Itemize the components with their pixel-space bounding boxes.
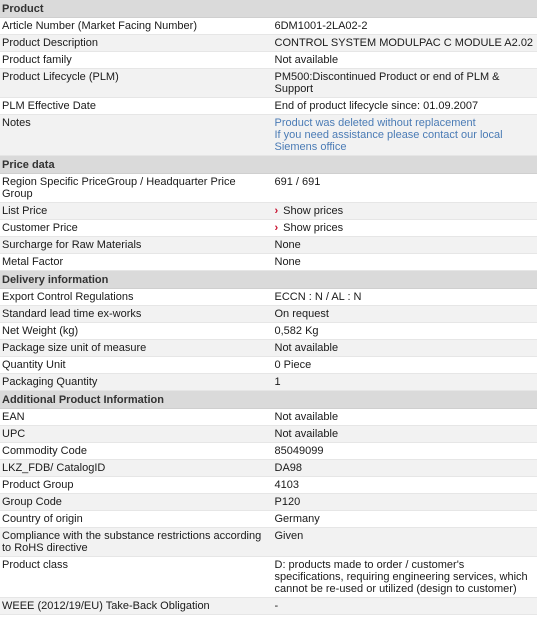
table-row (0, 174, 537, 203)
table-row (0, 528, 537, 557)
row-label: Product class (0, 557, 269, 598)
row-value: CONTROL SYSTEM MODULPAC C MODULE A2.02 (269, 35, 537, 52)
table-row (0, 237, 537, 254)
table-row (0, 357, 537, 374)
table-row (0, 69, 537, 98)
row-value: End of product lifecycle since: 01.09.2007 (269, 98, 537, 115)
row-label: Article Number (Market Facing Number) (0, 18, 269, 35)
table-row (0, 477, 537, 494)
row-value: - (269, 598, 537, 615)
notes-link[interactable]: If you need assistance please contact our local (274, 129, 503, 141)
row-value: None (269, 254, 537, 271)
row-label: Net Weight (kg) (0, 323, 269, 340)
row-label: Package size unit of measure (0, 340, 269, 357)
row-label: Notes (0, 115, 269, 156)
table-row (0, 598, 537, 615)
row-label: Region Specific PriceGroup / Headquarter Price Group (0, 174, 269, 203)
show-prices-link[interactable] (269, 220, 537, 237)
row-value: ECCN : N / AL : N (269, 289, 537, 306)
row-label: Product Description (0, 35, 269, 52)
table-row (0, 557, 537, 598)
section-title: Product (0, 0, 537, 18)
table-row (0, 18, 537, 35)
section-title: Price data (0, 156, 537, 174)
row-label: Packaging Quantity (0, 374, 269, 391)
table-row (0, 254, 537, 271)
row-label: Group Code (0, 494, 269, 511)
row-label: Quantity Unit (0, 357, 269, 374)
row-label: WEEE (2012/19/EU) Take-Back Obligation (0, 598, 269, 615)
table-row (0, 220, 537, 237)
row-value: 1 (269, 374, 537, 391)
table-row (0, 203, 537, 220)
table-row (0, 323, 537, 340)
row-value: 6DM1001-2LA02-2 (269, 18, 537, 35)
show-prices-label[interactable]: Show prices (283, 222, 344, 234)
row-value: Not available (269, 340, 537, 357)
table-row (0, 115, 537, 156)
table-row (0, 409, 537, 426)
table-row (0, 98, 537, 115)
row-value: 85049099 (269, 443, 537, 460)
table-row (0, 35, 537, 52)
table-row (0, 426, 537, 443)
row-label: Product family (0, 52, 269, 69)
notes-links[interactable] (269, 115, 537, 156)
row-value: 0 Piece (269, 357, 537, 374)
show-prices-label[interactable]: Show prices (283, 205, 344, 217)
section-title: Additional Product Information (0, 391, 537, 409)
row-label: Product Group (0, 477, 269, 494)
row-value: D: products made to order / customer's specifications, requiring engineering services, which cannot be re-used or utilized (design to customer) (269, 557, 537, 598)
row-value: Not available (269, 409, 537, 426)
row-value: 4103 (269, 477, 537, 494)
show-prices-link[interactable] (269, 203, 537, 220)
section-header-product (0, 0, 537, 18)
table-row (0, 443, 537, 460)
row-label: PLM Effective Date (0, 98, 269, 115)
row-value: Not available (269, 426, 537, 443)
row-label: Surcharge for Raw Materials (0, 237, 269, 254)
table-row (0, 460, 537, 477)
row-label: Compliance with the substance restrictions according to RoHS directive (0, 528, 269, 557)
row-label: EAN (0, 409, 269, 426)
row-label: List Price (0, 203, 269, 220)
table-row (0, 374, 537, 391)
row-label: Commodity Code (0, 443, 269, 460)
row-label: Metal Factor (0, 254, 269, 271)
table-row (0, 511, 537, 528)
row-value: Not available (269, 52, 537, 69)
notes-link[interactable]: Product was deleted without replacement (274, 117, 476, 129)
table-row (0, 289, 537, 306)
row-label: Country of origin (0, 511, 269, 528)
chevron-right-icon: › (274, 205, 279, 217)
row-value: None (269, 237, 537, 254)
table-row (0, 494, 537, 511)
row-value: DA98 (269, 460, 537, 477)
row-label: Export Control Regulations (0, 289, 269, 306)
section-header-price-data (0, 156, 537, 174)
row-label: Customer Price (0, 220, 269, 237)
row-value: PM500:Discontinued Product or end of PLM & Support (269, 69, 537, 98)
row-value: On request (269, 306, 537, 323)
section-header-additional-product-information (0, 391, 537, 409)
notes-link[interactable]: Siemens office (274, 141, 347, 153)
row-value: Given (269, 528, 537, 557)
row-label: LKZ_FDB/ CatalogID (0, 460, 269, 477)
table-row (0, 340, 537, 357)
section-title: Delivery information (0, 271, 537, 289)
section-header-delivery-information (0, 271, 537, 289)
row-value: P120 (269, 494, 537, 511)
chevron-right-icon: › (274, 222, 279, 234)
row-value: 691 / 691 (269, 174, 537, 203)
table-row (0, 306, 537, 323)
row-label: Product Lifecycle (PLM) (0, 69, 269, 98)
row-label: UPC (0, 426, 269, 443)
row-value: Germany (269, 511, 537, 528)
table-row (0, 52, 537, 69)
row-value: 0,582 Kg (269, 323, 537, 340)
row-label: Standard lead time ex-works (0, 306, 269, 323)
